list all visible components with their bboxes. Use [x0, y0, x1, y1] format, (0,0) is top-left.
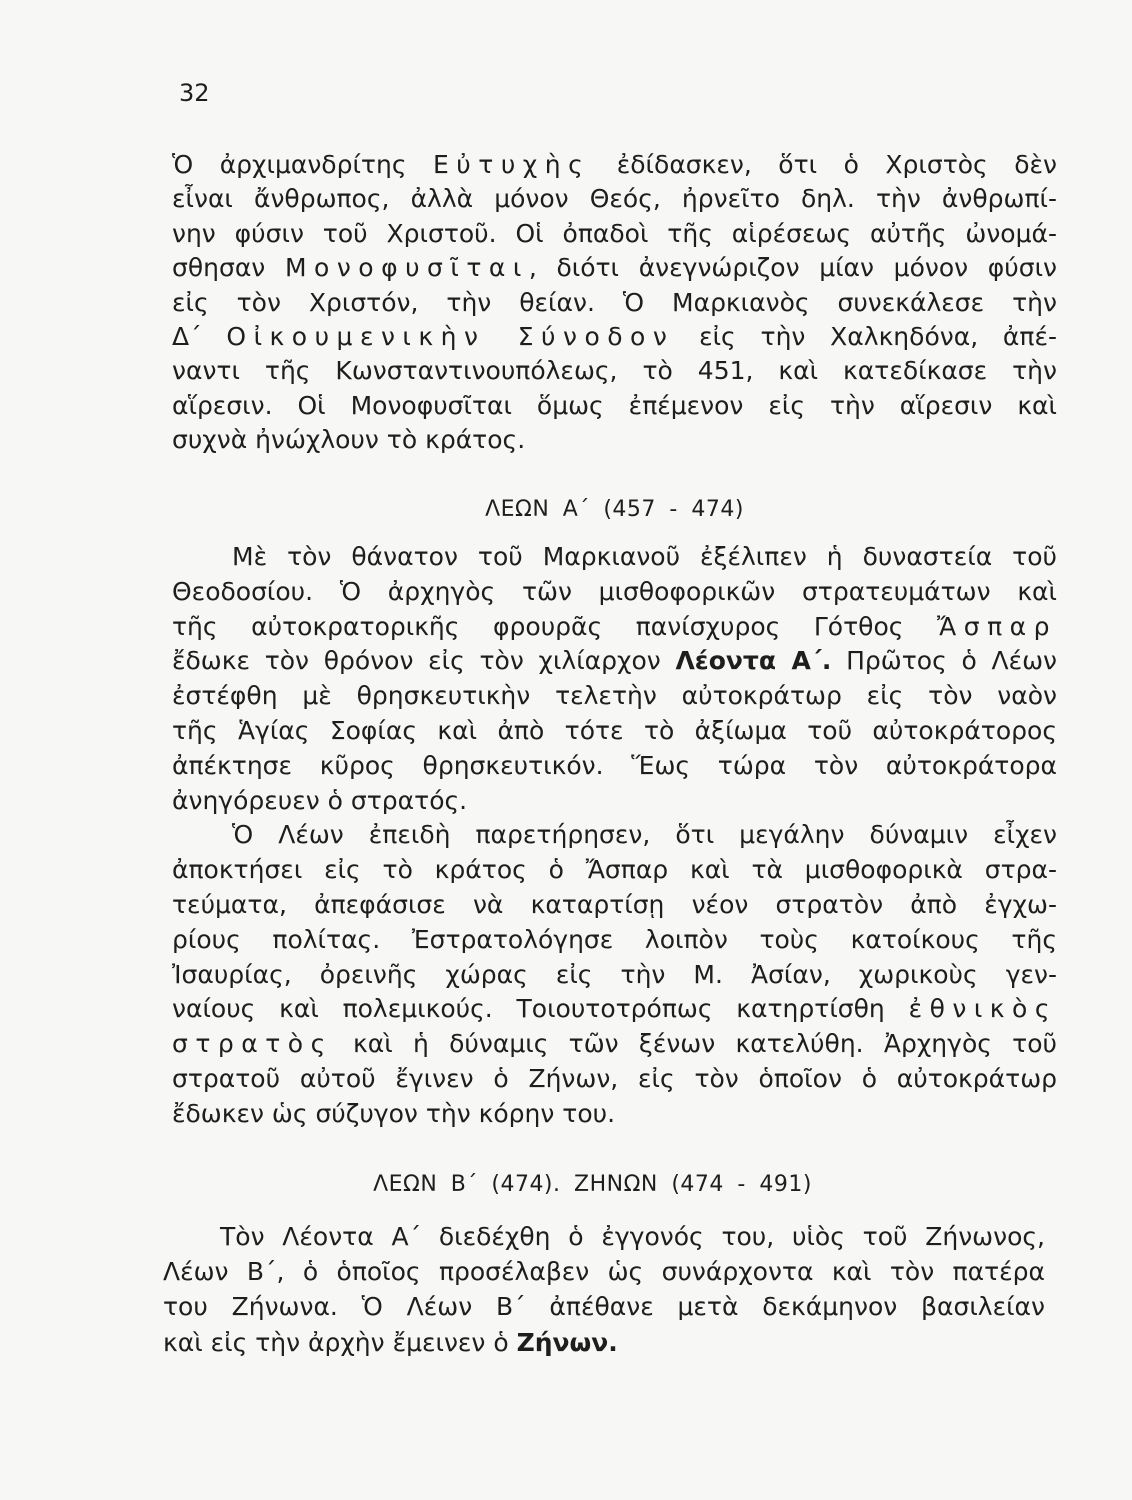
text-segment: στρατοῦ αὐτοῦ ἔγινεν ὁ Ζήνων, εἰς τὸν ὁποῖον ὁ αὐτοκράτωρ [172, 1063, 1057, 1093]
letter-spaced-text: στρατὸς [172, 1029, 333, 1059]
text-segment: ρίους πολίτας. Ἐστρατολόγησε λοιπὸν τοὺς κατοίκους τῆς [172, 924, 1057, 954]
text-line [163, 1254, 1045, 1289]
text-segment: ἔδωκεν ὡς σύζυγον τὴν κόρην του. [172, 1098, 616, 1128]
bold-text: Ζήνων. [516, 1327, 618, 1357]
text-segment: ἀπέκτησε κῦρος θρησκευτικόν. Ἕως τώρα τὸν αὐτοκράτορα [172, 750, 1057, 780]
text-segment: ἐδίδασκεν, ὅτι ὁ Χριστὸς δὲν [590, 150, 1057, 179]
text-line [172, 923, 1057, 958]
text-line [172, 148, 1057, 182]
paragraph [172, 148, 1057, 458]
text-line [172, 1027, 1057, 1062]
text-segment: Ὁ ἀρχιμανδρίτης [172, 150, 433, 179]
text-line [172, 389, 1057, 423]
paragraph [172, 818, 1057, 1131]
text-line [172, 251, 1057, 285]
text-segment: καὶ ἡ δύναμις τῶν ξένων κατελύθη. Ἀρχηγὸς τοῦ [332, 1029, 1057, 1059]
text-block [172, 540, 1057, 1132]
letter-spaced-text: Οἰκουμενικὴν Σύνοδον [226, 322, 675, 352]
text-line [172, 644, 1057, 679]
text-line [172, 958, 1057, 993]
text-line [172, 423, 1057, 457]
text-line [163, 1325, 1045, 1360]
letter-spaced-text: Εὐτυχὴς [433, 150, 591, 179]
text-segment: Τὸν Λέοντα Α΄ διεδέχθη ὁ ἐγγονός του, υἱὸς τοῦ Ζήνωνος, [220, 1222, 1045, 1251]
text-line [172, 784, 1057, 819]
text-segment: αἵρεσιν. Οἱ Μονοφυσῖται ὅμως ἐπέμενον εἰς τὴν αἵρεσιν καὶ [172, 390, 1057, 420]
letter-spaced-text: Ἄσπαρ [937, 611, 1057, 641]
text-segment: Πρῶτος ὁ Λέων [831, 646, 1057, 676]
text-segment: εἰς τὸν Χριστόν, τὴν θείαν. Ὁ Μαρκιανὸς συνεκάλεσε τὴν [172, 287, 1057, 317]
text-line [172, 320, 1057, 354]
page-number: 32 [179, 79, 210, 107]
text-line [172, 575, 1057, 610]
text-line [172, 992, 1057, 1027]
letter-spaced-text: ἐθνικὸς [908, 994, 1057, 1024]
text-line [172, 182, 1057, 216]
section-heading: ΛΕΩΝ Β΄ (474). ΖΗΝΩΝ (474 - 491) [373, 1172, 812, 1197]
text-segment: , διότι ἀνεγνώριζον μίαν μόνον φύσιν [528, 253, 1057, 283]
text-segment: Ὁ Λέων ἐπειδὴ παρετήρησεν, ὅτι μεγάλην δύναμιν εἶχεν [232, 820, 1057, 850]
text-line [172, 853, 1057, 888]
text-line [172, 217, 1057, 251]
text-segment: τῆς Ἁγίας Σοφίας καὶ ἀπὸ τότε τὸ ἀξίωμα τοῦ αὐτοκράτορος [172, 715, 1057, 745]
paragraph [163, 1219, 1045, 1360]
text-segment: ἀνηγόρευεν ὁ στρατός. [172, 785, 468, 815]
text-segment: εἶναι ἄνθρωπος, ἀλλὰ μόνον Θεός, ἠρνεῖτο δηλ. τὴν ἀνθρωπί- [172, 184, 1057, 214]
text-segment: ἔδωκε τὸν θρόνον εἰς τὸν χιλίαρχον [172, 646, 676, 676]
text-segment: Δ΄ [172, 322, 227, 352]
paragraph [172, 540, 1057, 818]
text-segment: συχνὰ ἠνώχλουν τὸ κράτος. [172, 425, 526, 455]
text-line [172, 1097, 1057, 1132]
text-segment: τῆς αὐτοκρατορικῆς φρουρᾶς πανίσχυρος Γότθος [172, 611, 938, 641]
text-segment: νην φύσιν τοῦ Χριστοῦ. Οἱ ὀπαδοὶ τῆς αἱρέσεως αὐτῆς ὠνομά- [172, 218, 1057, 248]
text-line [172, 354, 1057, 388]
bold-text: Λέοντα Α΄. [675, 646, 832, 676]
text-segment: ἐστέφθη μὲ θρησκευτικὴν τελετὴν αὐτοκράτωρ εἰς τὸν ναὸν [172, 681, 1057, 711]
text-block [163, 1219, 1045, 1360]
text-line [172, 540, 1057, 575]
text-segment: ἀποκτήσει εἰς τὸ κράτος ὁ Ἄσπαρ καὶ τὰ μισθοφορικὰ στρα- [172, 855, 1057, 885]
section-heading: ΛΕΩΝ Α΄ (457 - 474) [485, 497, 744, 522]
text-block [172, 148, 1057, 458]
text-segment: ναίους καὶ πολεμικούς. Τοιουτοτρόπως κατηρτίσθη [172, 994, 909, 1024]
text-line [163, 1289, 1045, 1324]
letter-spaced-text: Μονοφυσῖται [284, 253, 529, 283]
text-line [172, 888, 1057, 923]
text-line [172, 1062, 1057, 1097]
text-line [172, 818, 1057, 853]
text-segment: Ἰσαυρίας, ὀρεινῆς χώρας εἰς τὴν Μ. Ἀσίαν, χωρικοὺς γεν- [172, 959, 1057, 989]
text-segment: καὶ εἰς τὴν ἀρχὴν ἔμεινεν ὁ [163, 1327, 517, 1357]
text-line [172, 679, 1057, 714]
text-line [172, 714, 1057, 749]
text-segment: Λέων Β΄, ὁ ὁποῖος προσέλαβεν ὡς συνάρχοντα καὶ τὸν πατέρα [163, 1257, 1045, 1287]
text-segment: εἰς τὴν Χαλκηδόνα, ἀπέ- [674, 322, 1057, 352]
text-segment: σθησαν [172, 253, 285, 283]
text-segment: Θεοδοσίου. Ὁ ἀρχηγὸς τῶν μισθοφορικῶν στρατευμάτων καὶ [172, 576, 1057, 606]
text-line [172, 610, 1057, 645]
text-segment: τεύματα, ἀπεφάσισε νὰ καταρτίσῃ νέον στρατὸν ἀπὸ ἐγχω- [172, 889, 1057, 919]
text-segment: του Ζήνωνα. Ὁ Λέων Β΄ ἀπέθανε μετὰ δεκάμηνον βασιλείαν [163, 1292, 1045, 1322]
text-line [163, 1219, 1045, 1254]
text-segment: Μὲ τὸν θάνατον τοῦ Μαρκιανοῦ ἐξέλιπεν ἡ δυναστεία τοῦ [232, 542, 1057, 571]
text-segment: ναντι τῆς Κωνσταντινουπόλεως, τὸ 451, καὶ κατεδίκασε τὴν [172, 356, 1057, 386]
text-line [172, 286, 1057, 320]
text-line [172, 749, 1057, 784]
